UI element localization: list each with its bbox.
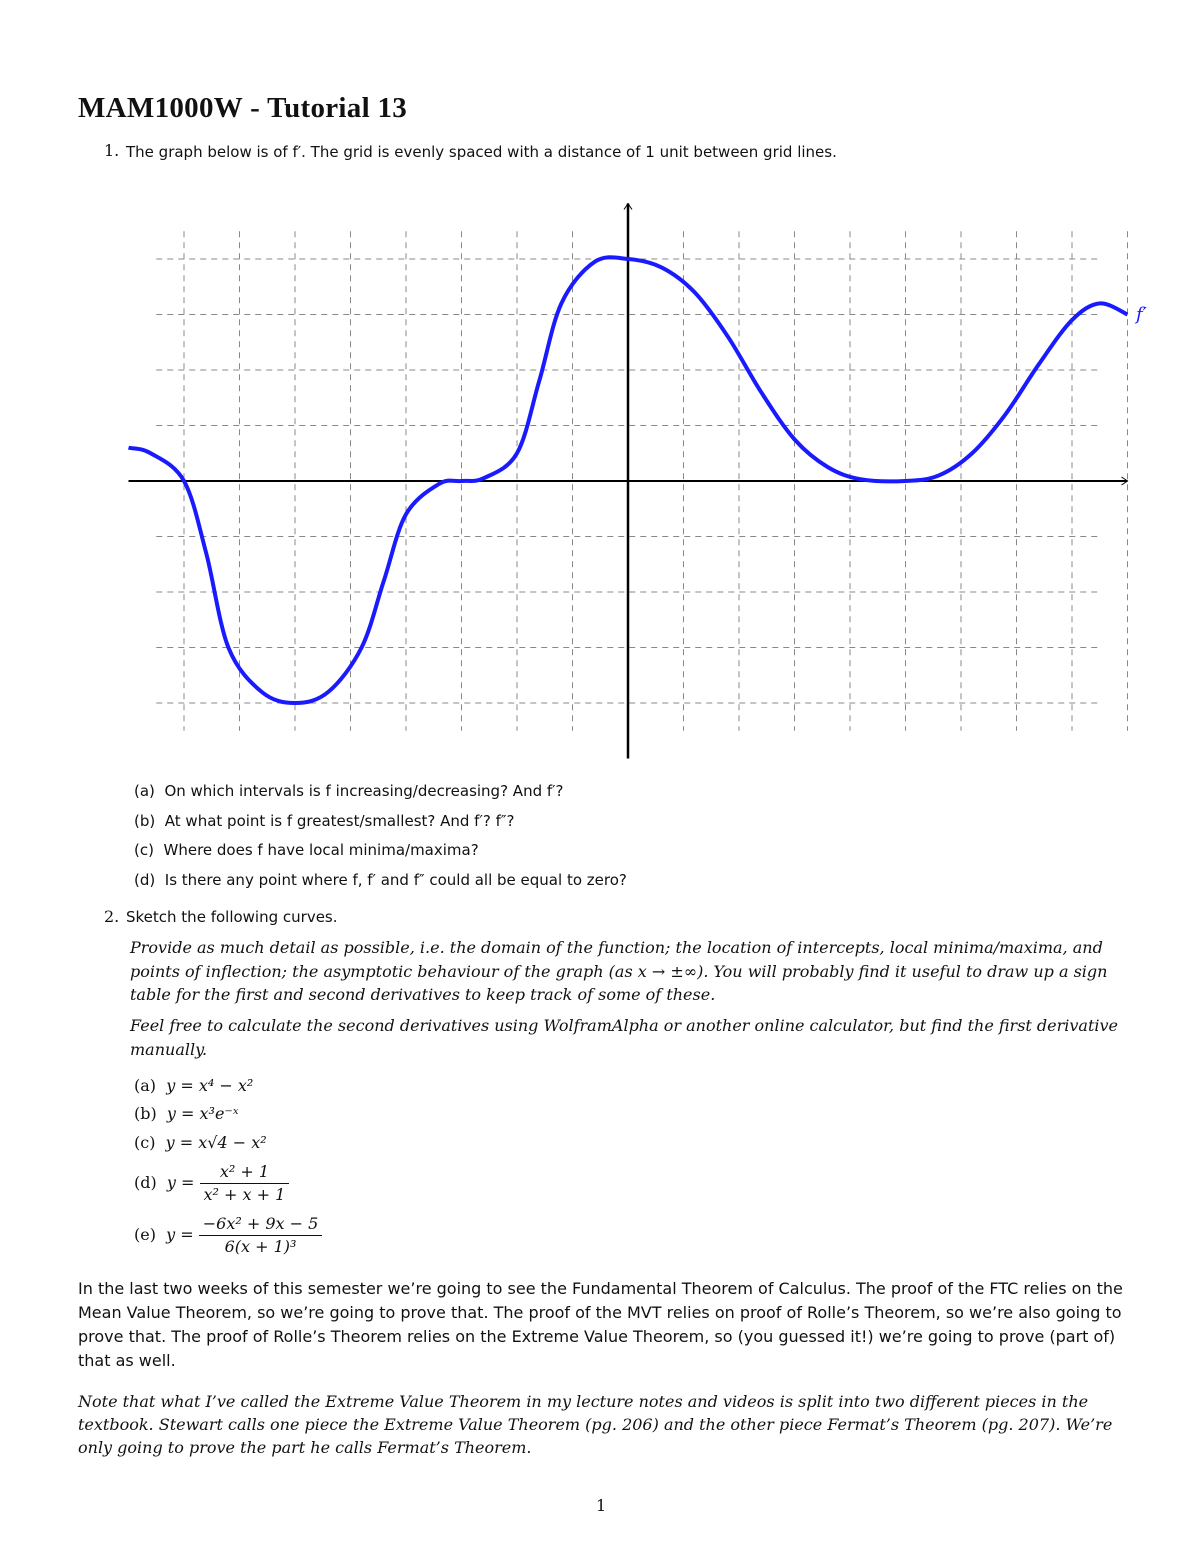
q2-intro: Sketch the following curves. (126, 908, 338, 926)
q2-part-b: (b) y = x³e⁻ˣ (134, 1104, 239, 1123)
fraction-e: $\frac{\text{−6x² + 9x − 5}}{\text{6(x + 1)³}}$ (199, 1214, 323, 1257)
q1-part-a: (a) On which intervals is f increasing/decreasing? And f′? (134, 782, 564, 800)
closing-paragraph: In the last two weeks of this semester we’re going to see the Fundamental Theorem of Calculus. The proof of the FTC relies on the Mean Value Theorem, so we’re going to prove that. The proof of the MVT relies on proof of Rolle’s Theorem, so we’re also going to prove that. The proof of Rolle’s Theorem relies on the Extreme Value Theorem, so (you guessed it!) we’re going to prove (part of) that as well. (78, 1279, 1123, 1370)
q2-number: 2. (104, 907, 120, 926)
page-number: 1 (596, 1496, 607, 1515)
derivative-graph (0, 190, 1200, 770)
q1-intro: The graph below is of f′. The grid is evenly spaced with a distance of 1 unit between grid lines. (126, 143, 837, 161)
q1-number: 1. (104, 141, 120, 160)
q2-part-e: (e) y = $\frac{\text{−6x² + 9x − 5}}{\text{6(x + 1)³}}$ (134, 1214, 322, 1257)
final-note: Note that what I’ve called the Extreme Value Theorem in my lecture notes and videos is split into two different pieces in the textbook. Stewart calls one piece the Extreme Value Theorem (pg. 206) and the other piece Fermat’s Theorem (pg. 207). We’re only going to prove the part he calls Fermat’s Theorem. (78, 1392, 1113, 1457)
q2-part-a: (a) y = x⁴ − x² (134, 1076, 254, 1095)
fraction-d: $\frac{\text{x² + 1}}{\text{x² + x + 1}}$ (200, 1162, 290, 1205)
q2-part-c: (c) y = x√4 − x² (134, 1133, 267, 1152)
q2-note: Feel free to calculate the second derivatives using WolframAlpha or another online calculator, but find the first derivative manually. (130, 1016, 1119, 1059)
curve-label: f′ (1136, 304, 1147, 325)
q2-instructions: Provide as much detail as possible, i.e. the domain of the function; the location of intercepts, local minima/maxima, and points of inflection; the asymptotic behaviour of the graph (as x → ±∞). You will probably find it useful to draw up a sign table for the first and second derivatives to keep track of some of these. (130, 938, 1108, 1004)
q1-part-c: (c) Where does f have local minima/maxima? (134, 841, 479, 859)
q2-part-d: (d) y = $\frac{\text{x² + 1}}{\text{x² + x + 1}}$ (134, 1162, 289, 1205)
q1-part-b: (b) At what point is f greatest/smallest? And f′? f″? (134, 812, 515, 830)
page-title: MAM1000W - Tutorial 13 (78, 92, 408, 124)
graph-axes (129, 204, 1128, 759)
q1-part-d: (d) Is there any point where f, f′ and f″ could all be equal to zero? (134, 871, 627, 889)
